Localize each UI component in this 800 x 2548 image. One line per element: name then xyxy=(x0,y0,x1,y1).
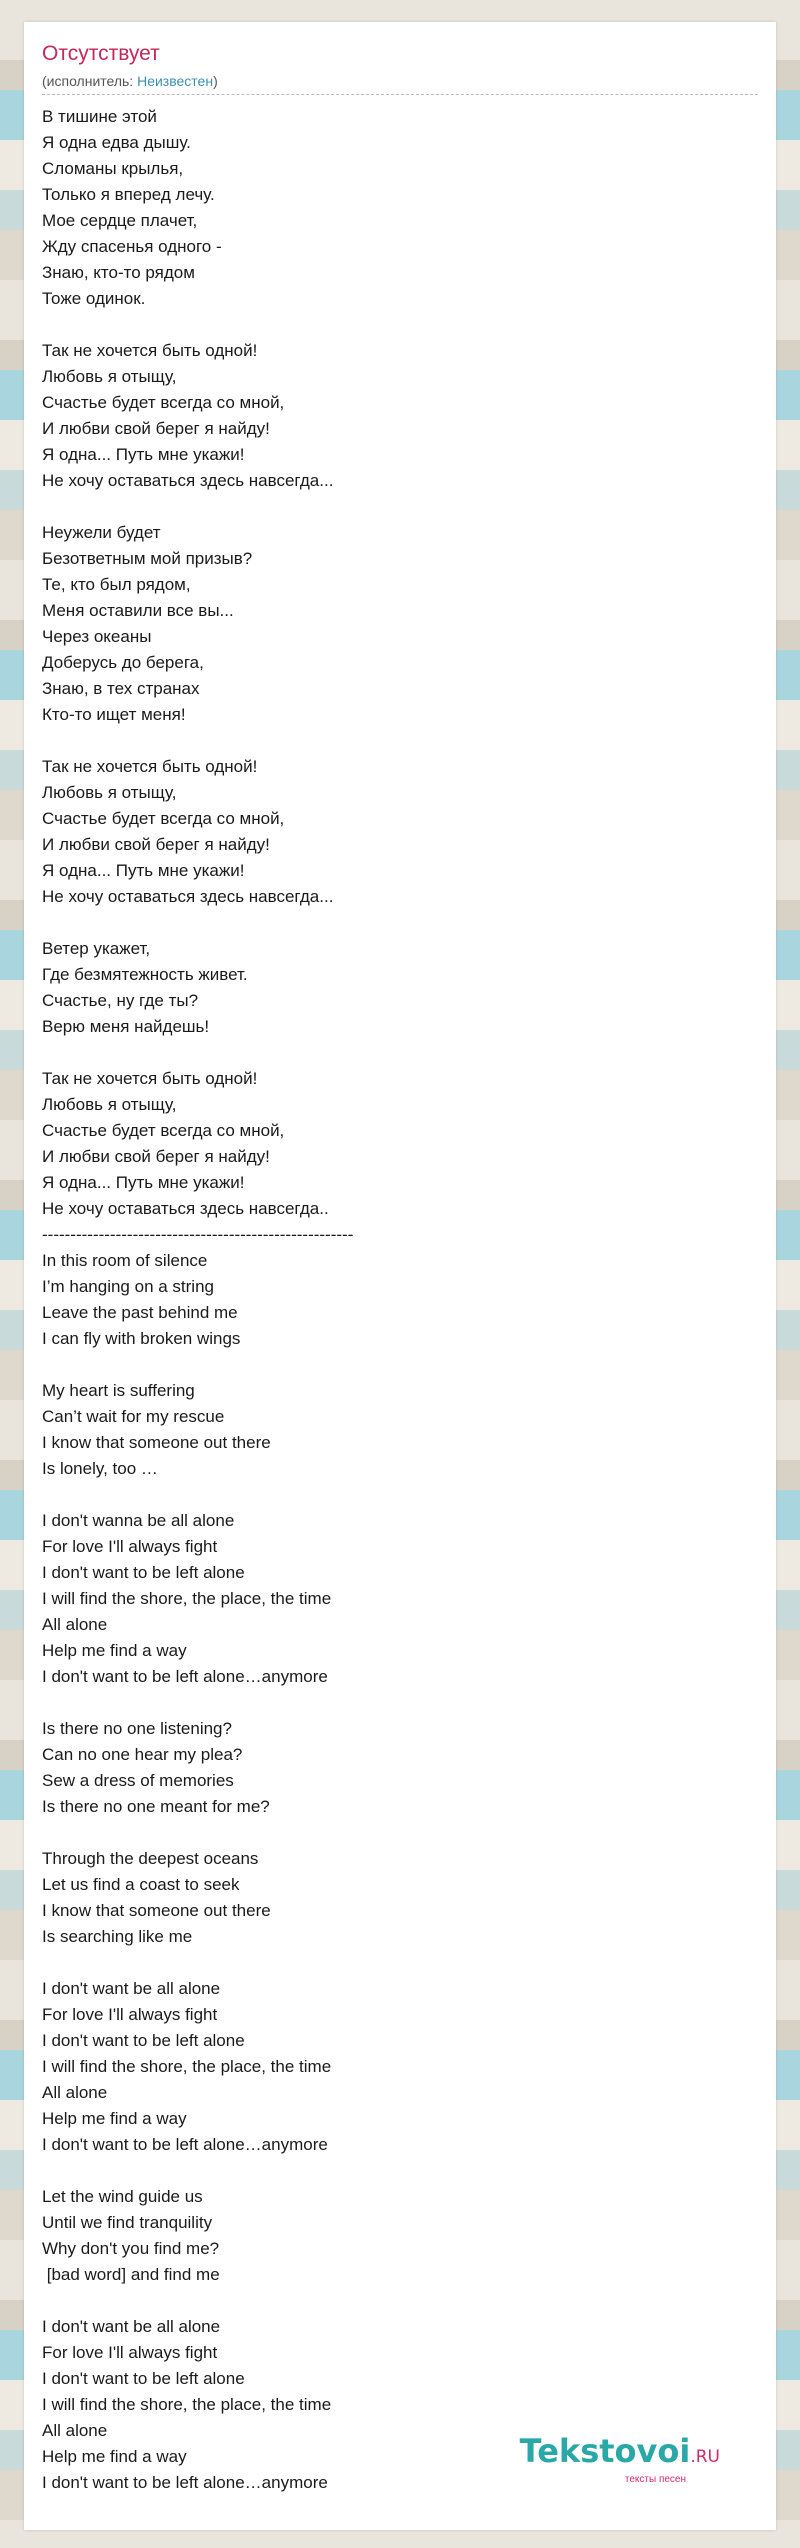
lyric-line: Sew a dress of memories xyxy=(42,1771,234,1790)
site-logo[interactable] xyxy=(520,2434,720,2486)
lyric-line: Так не хочется быть одной! xyxy=(42,757,258,776)
lyric-line: I don't want be all alone xyxy=(42,1979,221,1998)
lyric-line: Help me find a way xyxy=(42,2109,187,2128)
lyric-line: All alone xyxy=(42,2083,108,2102)
lyric-line: Leave the past behind me xyxy=(42,1303,238,1322)
lyrics-body xyxy=(42,104,742,2496)
lyric-line: Is searching like me xyxy=(42,1927,193,1946)
lyric-line: Так не хочется быть одной! xyxy=(42,1069,258,1088)
lyric-line: Безответным мой призыв? xyxy=(42,549,253,568)
lyric-line: [bad word] and find me xyxy=(42,2265,220,2284)
lyric-line: Why don't you find me? xyxy=(42,2239,220,2258)
lyric-line: И любви свой берег я найду! xyxy=(42,419,270,438)
logo-wordmark xyxy=(520,2434,720,2474)
lyric-line: In this room of silence xyxy=(42,1251,208,1270)
lyric-line: All alone xyxy=(42,2421,108,2440)
lyric-line: Не хочу оставаться здесь навсегда... xyxy=(42,887,334,906)
lyrics-stanza xyxy=(42,754,742,910)
lyric-line: All alone xyxy=(42,1615,108,1634)
lyrics-stanza xyxy=(42,104,742,312)
lyric-line: Кто-то ищет меня! xyxy=(42,705,186,724)
artist-line xyxy=(42,72,218,90)
lyric-line: Через океаны xyxy=(42,627,152,646)
lyric-line: I don't want to be left alone…anymore xyxy=(42,2473,328,2492)
lyric-line: My heart is suffering xyxy=(42,1381,195,1400)
lyric-line: Любовь я отыщу, xyxy=(42,783,177,802)
lyric-line: Тоже одинок. xyxy=(42,289,146,308)
lyric-line: Доберусь до берега, xyxy=(42,653,204,672)
lyric-line: Так не хочется быть одной! xyxy=(42,341,258,360)
lyrics-stanza xyxy=(42,1846,742,1950)
lyric-line: I don't wanna be all alone xyxy=(42,1511,235,1530)
lyric-line: Can’t wait for my rescue xyxy=(42,1407,225,1426)
lyric-line: Неужели будет xyxy=(42,523,161,542)
lyric-line: Is there no one meant for me? xyxy=(42,1797,270,1816)
lyric-line: I don't want to be left alone xyxy=(42,2369,245,2388)
lyrics-stanza xyxy=(42,1716,742,1820)
lyric-line: Сломаны крылья, xyxy=(42,159,184,178)
lyric-line: Счастье будет всегда со мной, xyxy=(42,1121,285,1140)
lyric-line: For love I'll always fight xyxy=(42,2343,218,2362)
lyrics-stanza xyxy=(42,1066,742,1222)
lyric-line: И любви свой берег я найду! xyxy=(42,835,270,854)
lyric-line: Только я вперед лечу. xyxy=(42,185,215,204)
lyric-line: Help me find a way xyxy=(42,1641,187,1660)
lyric-line: Let the wind guide us xyxy=(42,2187,203,2206)
lyric-line: I will find the shore, the place, the time xyxy=(42,2057,332,2076)
lyric-line: Счастье, ну где ты? xyxy=(42,991,199,1010)
lyrics-stanza xyxy=(42,1976,742,2158)
logo-tagline: тексты песен xyxy=(624,2474,686,2485)
lyric-line: I can fly with broken wings xyxy=(42,1329,241,1348)
lyric-line: Верю меня найдешь! xyxy=(42,1017,210,1036)
lyric-line: Меня оставили все вы... xyxy=(42,601,234,620)
lyric-line: Любовь я отыщу, xyxy=(42,367,177,386)
artist-prefix: (исполнитель: xyxy=(42,73,138,89)
lyric-line: Is lonely, too … xyxy=(42,1459,158,1478)
lyric-line: Can no one hear my plea? xyxy=(42,1745,243,1764)
lyric-line: I don't want to be left alone…anymore xyxy=(42,1667,328,1686)
artist-link[interactable]: Неизвестен xyxy=(137,73,214,89)
lyric-line: Let us find a coast to seek xyxy=(42,1875,240,1894)
header-divider xyxy=(42,94,758,95)
lyric-line: I don't want to be left alone xyxy=(42,1563,245,1582)
lyrics-stanza xyxy=(42,520,742,728)
lyric-line: Счастье будет всегда со мной, xyxy=(42,393,285,412)
lyric-line: Не хочу оставаться здесь навсегда... xyxy=(42,471,334,490)
lyric-line: Ветер укажет, xyxy=(42,939,151,958)
lyric-line: Is there no one listening? xyxy=(42,1719,232,1738)
lyric-line: Я одна... Путь мне укажи! xyxy=(42,1173,245,1192)
lyric-line: Help me find a way xyxy=(42,2447,187,2466)
lyric-line: Где безмятежность живет. xyxy=(42,965,248,984)
lyric-line: I will find the shore, the place, the time xyxy=(42,2395,332,2414)
lyric-line: Знаю, кто-то рядом xyxy=(42,263,195,282)
lyric-line: Я одна... Путь мне укажи! xyxy=(42,861,245,880)
lyrics-stanza xyxy=(42,1378,742,1482)
lyric-line: Любовь я отыщу, xyxy=(42,1095,177,1114)
lyric-line: I’m hanging on a string xyxy=(42,1277,214,1296)
lyrics-stanza xyxy=(42,1248,742,1352)
lyrics-stanza xyxy=(42,338,742,494)
lyric-line: I know that someone out there xyxy=(42,1433,271,1452)
lyrics-stanza xyxy=(42,2184,742,2288)
song-title: Отсутствует xyxy=(42,42,160,65)
lyric-line: Не хочу оставаться здесь навсегда.. xyxy=(42,1199,329,1218)
lyric-line: Мое сердце плачет, xyxy=(42,211,198,230)
logo-tld: .RU xyxy=(690,2447,720,2467)
lyric-line: Счастье будет всегда со мной, xyxy=(42,809,285,828)
lyric-line: Until we find tranquility xyxy=(42,2213,213,2232)
lyric-line: Я одна едва дышу. xyxy=(42,133,191,152)
lyric-line: I don't want be all alone xyxy=(42,2317,221,2336)
lyrics-stanza xyxy=(42,1508,742,1690)
lyric-line: И любви свой берег я найду! xyxy=(42,1147,270,1166)
lyric-line: Through the deepest oceans xyxy=(42,1849,259,1868)
lyric-line: For love I'll always fight xyxy=(42,1537,218,1556)
lyrics-stanza xyxy=(42,936,742,1040)
lyric-line: Те, кто был рядом, xyxy=(42,575,191,594)
lyric-line: I know that someone out there xyxy=(42,1901,271,1920)
logo-name: Tekstovoi xyxy=(519,2432,691,2470)
lyric-line: В тишине этой xyxy=(42,107,157,126)
lyric-line: For love I'll always fight xyxy=(42,2005,218,2024)
section-separator: ------------------------------------------------------- xyxy=(42,1225,354,1244)
lyric-line: I don't want to be left alone xyxy=(42,2031,245,2050)
artist-suffix: ) xyxy=(213,73,218,89)
lyric-line: Я одна... Путь мне укажи! xyxy=(42,445,245,464)
lyrics-card xyxy=(24,22,776,2530)
lyric-line: I will find the shore, the place, the time xyxy=(42,1589,332,1608)
lyric-line: I don't want to be left alone…anymore xyxy=(42,2135,328,2154)
lyric-line: Знаю, в тех странах xyxy=(42,679,200,698)
lyric-line: Жду спасенья одного - xyxy=(42,237,222,256)
